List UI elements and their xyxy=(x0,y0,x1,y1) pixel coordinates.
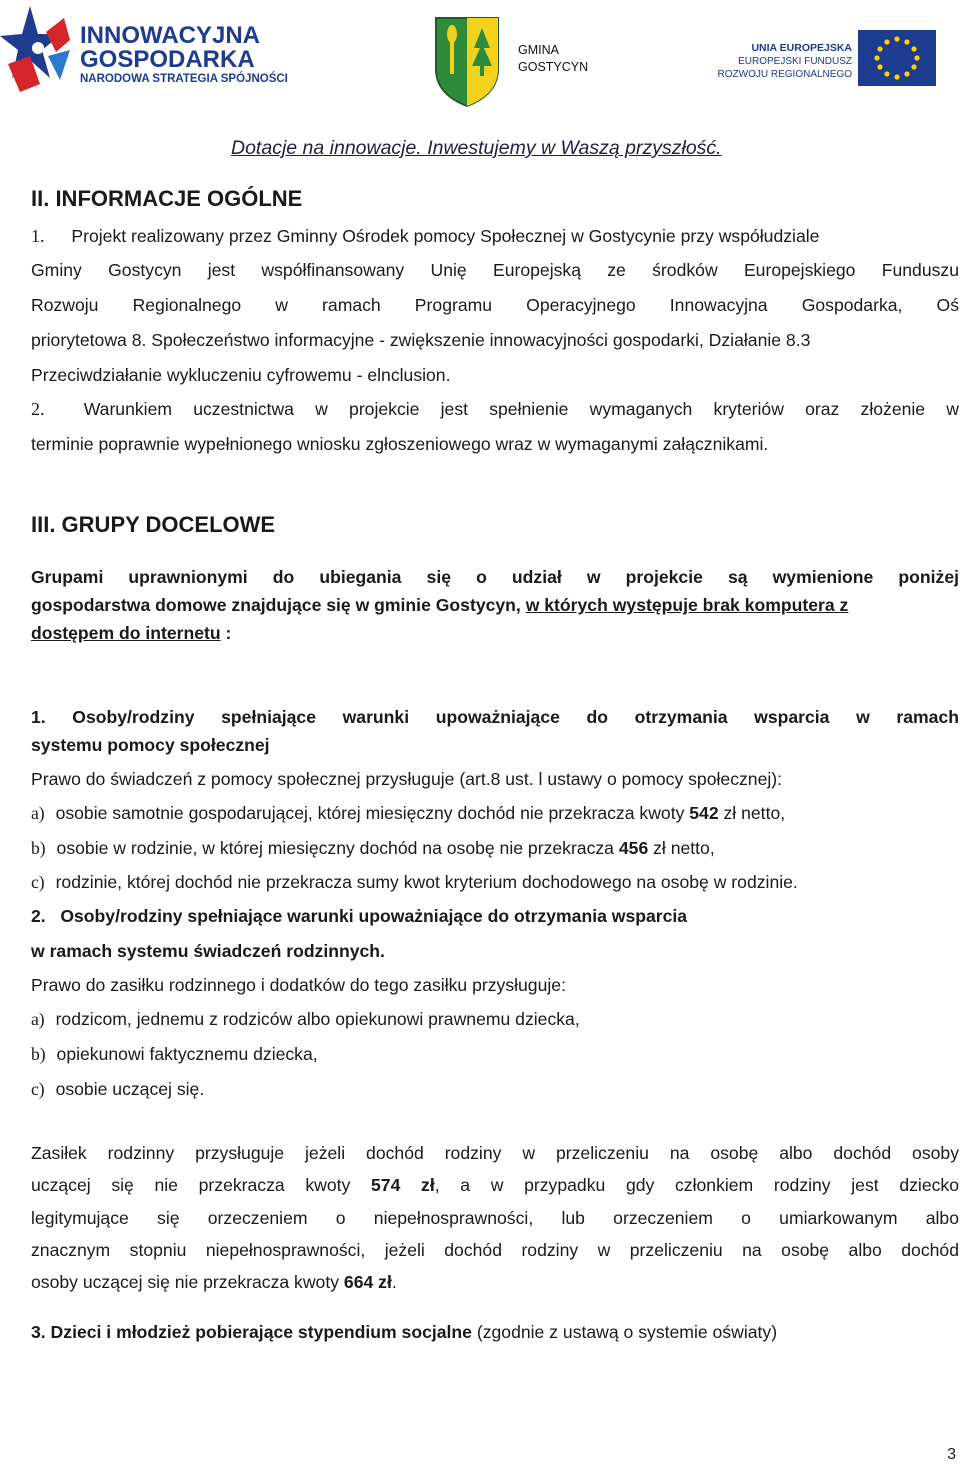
item1-line5: Przeciwdziałanie wykluczeniu cyfrowemu - elnclusion. xyxy=(31,365,451,385)
item1-number: 1. xyxy=(31,226,45,246)
group1-item-a-text: osobie samotnie gospodarującej, której miesięczny dochód nie przekracza kwoty xyxy=(55,803,690,823)
item1-line1 xyxy=(31,226,959,247)
eu-label-line2: EUROPEJSKI FUNDUSZ xyxy=(738,56,852,67)
zasilek-line3: legitymujące się orzeczeniem o niepełnosprawności, lub orzeczeniem o umiarkowanym albo xyxy=(31,1208,959,1228)
group1-item-b xyxy=(31,838,959,859)
item1-line3: Rozwoju Regionalnego w ramach Programu Operacyjnego Innowacyjna Gospodarka, Oś xyxy=(31,295,959,315)
group1-item-b-letter: b) xyxy=(31,838,46,858)
zasilek-line2-after: , a w przypadku gdy członkiem rodziny jest dziecko xyxy=(434,1175,959,1195)
eu-label-line1: UNIA EUROPEJSKA xyxy=(751,42,852,54)
zasilek-line2 xyxy=(31,1175,959,1196)
group2-title-line2: w ramach systemu świadczeń rodzinnych. xyxy=(31,941,385,961)
group1-item-b-amount: 456 xyxy=(618,838,649,858)
section-heading-informacje: II. INFORMACJE OGÓLNE xyxy=(31,186,303,211)
gmina-label-line2: GOSTYCYN xyxy=(518,60,589,74)
group1-item-a-amount: 542 xyxy=(689,803,719,823)
slogan: Dotacje na innowacje. Inwestujemy w Waszą przyszłość. xyxy=(231,137,722,159)
gmina-gostycyn-logo xyxy=(432,14,612,109)
zasilek-line2-text: uczącej się nie przekracza kwoty xyxy=(31,1175,371,1195)
group2-rule: Prawo do zasiłku rodzinnego i dodatków do tego zasiłku przysługuje: xyxy=(31,975,566,995)
group1-item-a-letter: a) xyxy=(31,803,45,823)
intro-line2-underlined: w których występuje brak komputera z xyxy=(525,595,849,615)
zasilek-amount-664: 664 zł xyxy=(343,1272,392,1292)
group2-item-a xyxy=(31,1009,959,1030)
group1-title-line2: systemu pomocy społecznej xyxy=(31,735,270,755)
gmina-coat-of-arms-icon xyxy=(432,14,502,109)
group1-rule: Prawo do świadczeń z pomocy społecznej przysługuje (art.8 ust. l ustawy o pomocy społecznej): xyxy=(31,769,783,789)
intro-line2-text: gospodarstwa domowe znajdujące się w gminie Gostycyn, xyxy=(31,595,526,615)
intro-line1: Grupami uprawnionymi do ubiegania się o udział w projekcie są wymienione poniżej xyxy=(31,567,959,587)
group1-item-a-after: zł netto, xyxy=(718,803,786,823)
item2-number: 2. xyxy=(31,399,45,419)
group3-title xyxy=(31,1322,959,1343)
group1-item-b-text: osobie w rodzinie, w której miesięczny dochód na osobę nie przekracza xyxy=(56,838,619,858)
group2-item-a-letter: a) xyxy=(31,1009,45,1029)
group2-item-b-letter: b) xyxy=(31,1044,46,1064)
group2-item-b-text: opiekunowi faktycznemu dziecka, xyxy=(56,1044,318,1064)
group2-item-c xyxy=(31,1079,959,1100)
group1-item-c-letter: c) xyxy=(31,872,45,892)
group1-item-b-after: zł netto, xyxy=(648,838,715,858)
group1-item-c xyxy=(31,872,959,893)
intro-line3 xyxy=(31,623,959,644)
page-number: 3 xyxy=(947,1446,956,1463)
zasilek-amount-574: 574 zł xyxy=(371,1175,435,1195)
item2-line1 xyxy=(31,399,959,420)
logo-title-line2: GOSPODARKA xyxy=(80,46,255,73)
item2-line2: terminie poprawnie wypełnionego wniosku zgłoszeniowego wraz w wymaganymi załącznikami. xyxy=(31,434,769,454)
logo-subtitle: NARODOWA STRATEGIA SPÓJNOŚCI xyxy=(80,73,288,85)
group1-item-a xyxy=(31,803,959,824)
item1-line2: Gminy Gostycyn jest współfinansowany Unię Europejską ze środków Europejskiego Funduszu xyxy=(31,260,959,280)
zasilek-line5-text: osoby uczącej się nie przekracza kwoty xyxy=(31,1272,344,1292)
zasilek-line1: Zasiłek rodzinny przysługuje jeżeli dochód rodziny w przeliczeniu na osobę albo dochód osoby xyxy=(31,1143,959,1163)
zasilek-line5 xyxy=(31,1272,959,1293)
intro-line3-underlined: dostępem do internetu xyxy=(31,623,221,643)
eu-logo xyxy=(716,30,956,94)
group2-item-b xyxy=(31,1044,959,1065)
item1-text-line1: Projekt realizowany przez Gminny Ośrodek pomocy Społecznej w Gostycynie przy współudziale xyxy=(71,226,820,246)
intro-line2 xyxy=(31,595,959,616)
intro-line3-tail: : xyxy=(220,623,232,643)
group1-item-c-text: rodzinie, której dochód nie przekracza sumy kwot kryterium dochodowego na osobę w rodzinie. xyxy=(55,872,798,892)
item1-line4: priorytetowa 8. Społeczeństwo informacyjne - zwiększenie innowacyjności gospodarki, Działanie 8.3 xyxy=(31,330,811,350)
gmina-label-line1: GMINA xyxy=(518,43,559,57)
innowacyjna-gospodarka-logo xyxy=(0,0,290,100)
group1-title-line1: 1. Osoby/rodziny spełniające warunki upoważniające do otrzymania wsparcia w ramach xyxy=(31,707,959,727)
item2-text-line1: Warunkiem uczestnictwa w projekcie jest spełnienie wymaganych kryteriów oraz złożenie w xyxy=(83,399,959,419)
logo-title-line1: INNOWACYJNA xyxy=(80,22,261,49)
eu-flag-icon xyxy=(858,30,936,86)
group2-item-c-text: osobie uczącej się. xyxy=(55,1079,205,1099)
group3-title-tail: (zgodnie z ustawą o systemie oświaty) xyxy=(471,1322,778,1342)
eu-label-line3: ROZWOJU REGIONALNEGO xyxy=(717,69,852,80)
group2-title-line1: 2. Osoby/rodziny spełniające warunki upoważniające do otrzymania wsparcia xyxy=(31,906,688,926)
zasilek-line4: znacznym stopniu niepełnosprawności, jeżeli dochód rodziny w przeliczeniu na osobę albo dochód xyxy=(31,1240,959,1260)
zasilek-line5-after: . xyxy=(391,1272,397,1292)
group3-title-bold: 3. Dzieci i młodzież pobierające stypendium socjalne xyxy=(31,1322,472,1342)
section-heading-grupy: III. GRUPY DOCELOWE xyxy=(31,512,276,537)
group2-item-c-letter: c) xyxy=(31,1079,45,1099)
group2-item-a-text: rodzicom, jednemu z rodziców albo opiekunowi prawnemu dziecka, xyxy=(55,1009,580,1029)
